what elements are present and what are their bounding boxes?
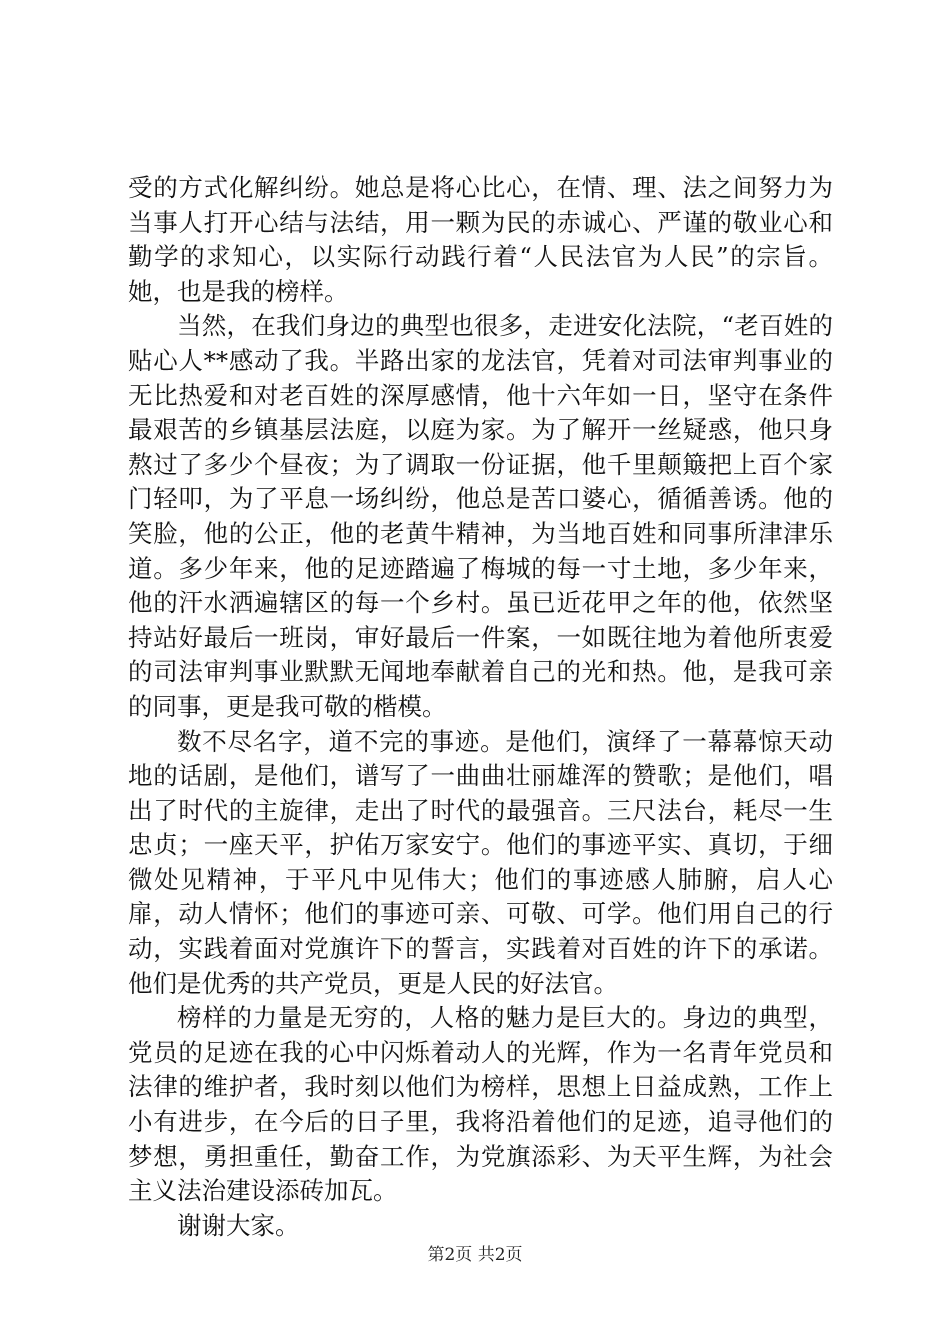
paragraph-4: 榜样的力量是无穷的，人格的魅力是巨大的。身边的典型，党员的足迹在我的心中闪烁着动人的光辉，作为一名青年党员和法律的维护者，我时刻以他们为榜样，思想上日益成熟，工作上小有进步，在今后的日子里，我将沿着他们的足迹，追寻他们的梦想，勇担重任，勤奋工作，为党旗添彩、为天平生辉，为社会主义法治建设添砖加瓦。	[128, 1003, 833, 1206]
document-body	[128, 171, 833, 1243]
paragraph-1: 受的方式化解纠纷。她总是将心比心，在情、理、法之间努力为当事人打开心结与法结，用一颗为民的赤诚心、严谨的敬业心和勤学的求知心，以实际行动践行着“人民法官为人民”的宗旨。她，也是我的榜样。	[128, 173, 833, 306]
paragraph-2: 当然，在我们身边的典型也很多，走进安化法院，“老百姓的贴心人**感动了我。半路出家的龙法官，凭着对司法审判事业的无比热爱和对老百姓的深厚感情，他十六年如一日，坚守在条件最艰苦的乡镇基层法庭，以庭为家。为了解开一丝疑惑，他只身熬过了多少个昼夜；为了调取一份证据，他千里颠簸把上百个家门轻叩，为了平息一场纠纷，他总是苦口婆心，循循善诱。他的笑脸，他的公正，他的老黄牛精神，为当地百姓和同事所津津乐道。多少年来，他的足迹踏遍了梅城的每一寸土地，多少年来，他的汗水洒遍辖区的每一个乡村。虽已近花甲之年的他，依然坚持站好最后一班岗，审好最后一件案，一如既往地为着他所衷爱的司法审判事业默默无闻地奉献着自己的光和热。他，是我可亲的同事，更是我可敬的楷模。	[128, 311, 833, 721]
page-number-footer: 第2页 共2页	[427, 1245, 523, 1265]
paragraph-closing: 谢谢大家。	[177, 1210, 300, 1240]
paragraph-3: 数不尽名字，道不完的事迹。是他们，演绎了一幕幕惊天动地的话剧，是他们，谱写了一曲曲壮丽雄浑的赞歌；是他们，唱出了时代的主旋律，走出了时代的最强音。三尺法台，耗尽一生忠贞；一座天平，护佑万家安宁。他们的事迹平实、真切，于细微处见精神，于平凡中见伟大；他们的事迹感人肺腑，启人心扉，动人情怀；他们的事迹可亲、可敬、可学。他们用自己的行动，实践着面对党旗许下的誓言，实践着对百姓的许下的承诺。他们是优秀的共产党员，更是人民的好法官。	[128, 726, 833, 998]
